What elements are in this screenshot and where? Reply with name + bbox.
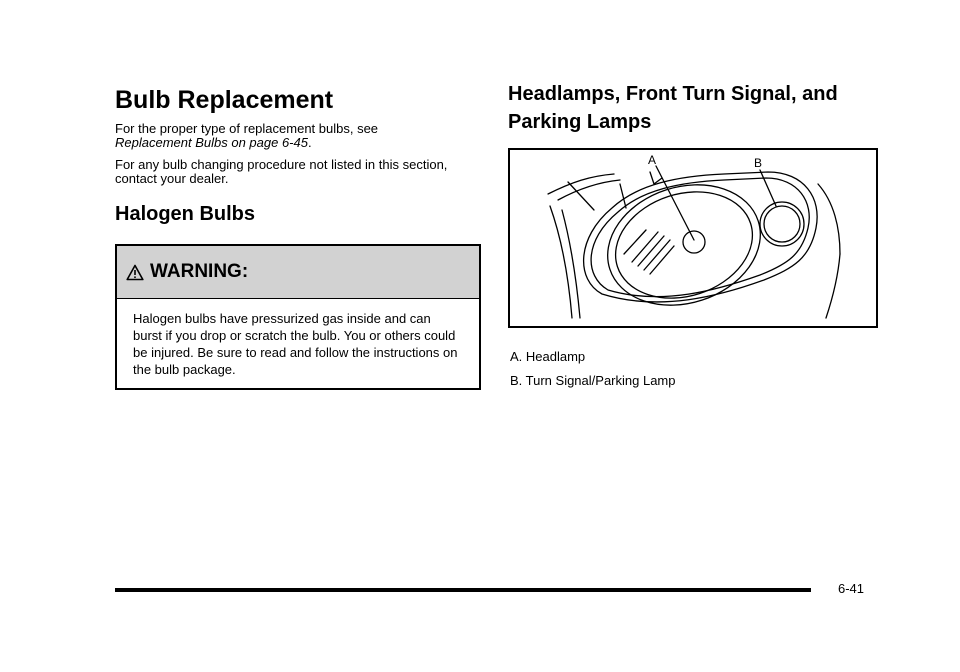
- page-number: 6-41: [838, 581, 865, 596]
- diagram-legend: [508, 350, 878, 388]
- intro-reference-link[interactable]: Replacement Bulbs on page 6-45: [115, 135, 308, 150]
- section-title: Bulb Replacement: [115, 86, 334, 114]
- intro-paragraph: [115, 122, 481, 150]
- legend-item-turn-signal: B. Turn Signal/Parking Lamp: [510, 373, 676, 388]
- warning-header: [117, 246, 479, 299]
- headlamp-diagram: [508, 148, 878, 328]
- left-column: [115, 80, 481, 390]
- warning-body: Halogen bulbs have pressurized gas inside and can burst if you drop or scratch the bulb. You or others could be injured. Be sure to read and follow the instructions on the bulb package.: [133, 311, 458, 377]
- diagram-label-a: A: [648, 153, 657, 167]
- right-column: [508, 80, 878, 398]
- intro-end: .: [307, 135, 312, 150]
- intro-text: For the proper type of replacement bulbs, see: [115, 121, 379, 136]
- warning-triangle-icon: [126, 264, 144, 281]
- diagram-label-b: B: [754, 156, 763, 170]
- dealer-paragraph: For any bulb changing procedure not listed in this section, contact your dealer.: [115, 157, 448, 186]
- warning-box: [115, 244, 481, 390]
- footer-rule: [115, 588, 811, 592]
- legend-item-headlamp: A. Headlamp: [510, 349, 586, 364]
- warning-label: WARNING:: [150, 261, 249, 282]
- headlamps-heading: Headlamps, Front Turn Signal, and Parking Lamps: [508, 83, 838, 133]
- halogen-heading: Halogen Bulbs: [115, 203, 256, 225]
- headlamp-illustration: [510, 150, 876, 326]
